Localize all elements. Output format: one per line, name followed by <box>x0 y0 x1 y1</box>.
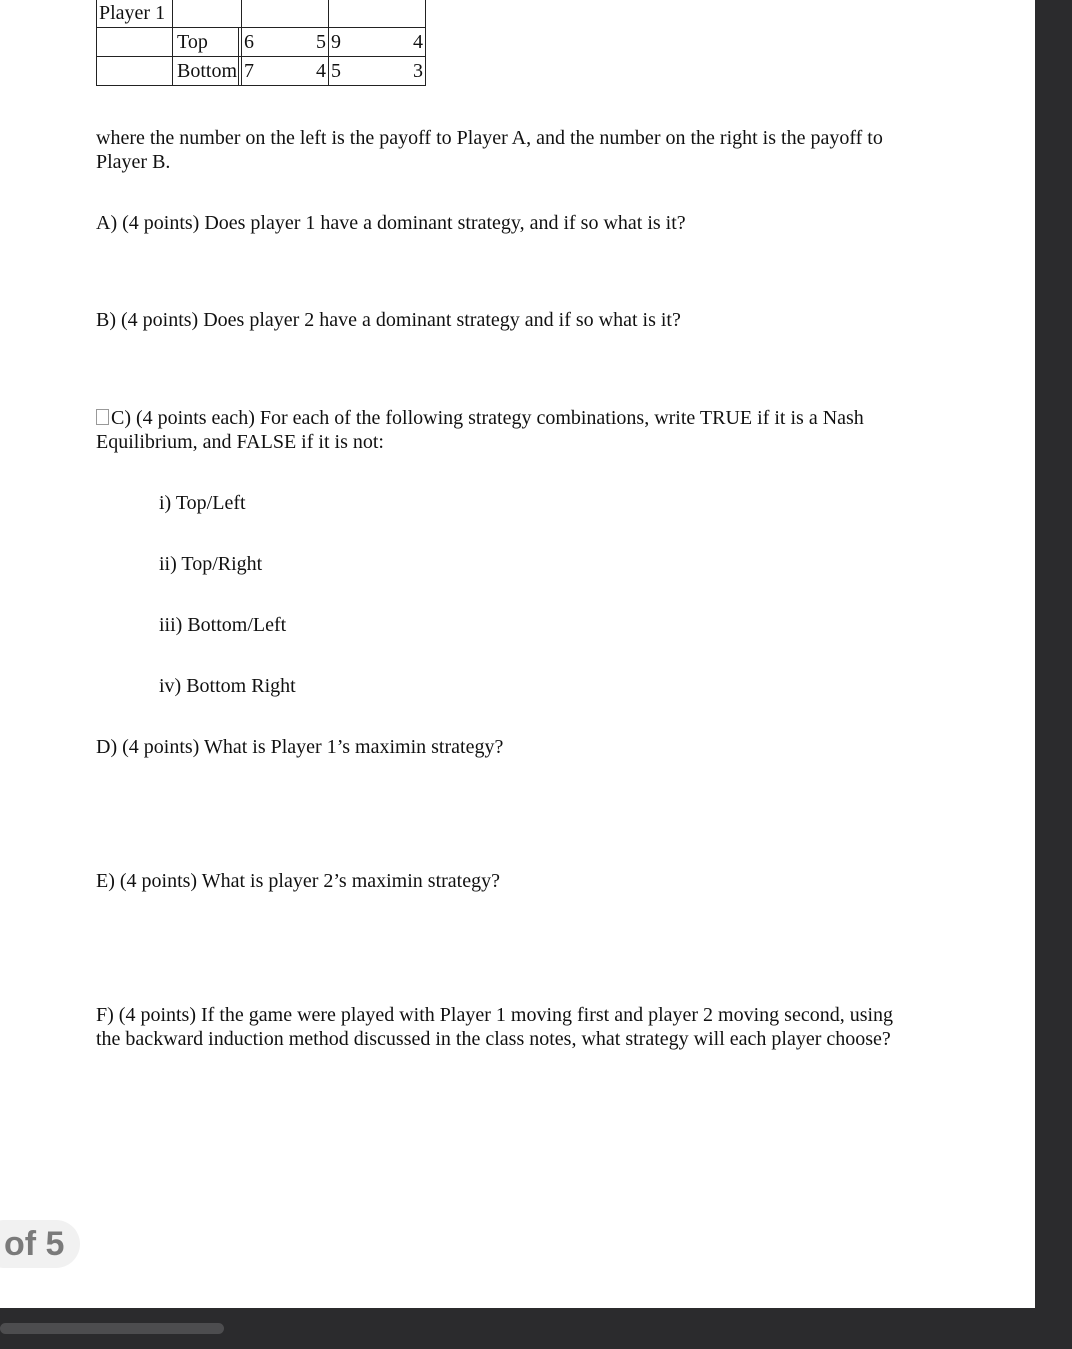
nash-option-bottom-left: iii) Bottom/Left <box>159 614 287 636</box>
table-row <box>97 57 426 86</box>
nash-option-top-left: i) Top/Left <box>159 492 246 514</box>
strategy-top: Top <box>177 31 208 53</box>
payoff-value: 4 <box>316 60 326 82</box>
question-c <box>96 406 916 454</box>
player1-label: Player 1 <box>97 0 173 28</box>
strategy-bottom: Bottom <box>177 60 238 82</box>
table-row <box>97 28 426 57</box>
table-row <box>97 0 426 28</box>
payoff-value: 5 <box>316 31 326 53</box>
payoff-value: 7 <box>244 60 254 82</box>
question-a: A) (4 points) Does player 1 have a dominant strategy, and if so what is it? <box>96 212 686 234</box>
question-e: E) (4 points) What is player 2’s maximin strategy? <box>96 870 500 892</box>
missing-glyph-box <box>96 409 109 425</box>
horizontal-scrollbar-thumb[interactable] <box>0 1323 224 1334</box>
page-indicator: of 5 <box>0 1220 80 1268</box>
payoff-explanation: where the number on the left is the payoff to Player A, and the number on the right is the payoff to Player B. <box>96 127 883 173</box>
payoff-value: 4 <box>413 31 423 53</box>
question-b: B) (4 points) Does player 2 have a dominant strategy and if so what is it? <box>96 309 681 331</box>
question-c-text: C) (4 points each) For each of the following strategy combinations, write TRUE if it is a Nash Equilibrium, and FALSE if it is not: <box>96 407 864 453</box>
payoff-value: 9 <box>331 31 341 53</box>
payoff-value: 6 <box>244 31 254 53</box>
nash-option-top-right: ii) Top/Right <box>159 553 263 575</box>
nash-option-bottom-right: iv) Bottom Right <box>159 675 296 697</box>
payoff-table <box>96 0 426 86</box>
payoff-value: 5 <box>331 60 341 82</box>
question-d: D) (4 points) What is Player 1’s maximin strategy? <box>96 736 504 758</box>
question-f: F) (4 points) If the game were played with Player 1 moving first and player 2 moving second, using the backward induction method discussed in the class notes, what strategy will each player choose? <box>96 1004 894 1050</box>
payoff-value: 3 <box>413 60 423 82</box>
